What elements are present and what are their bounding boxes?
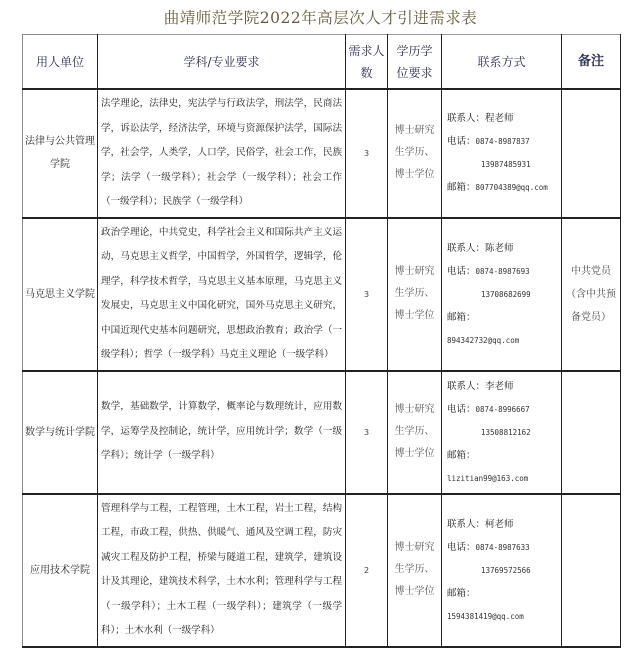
contact-person: 联系人：柯老师 — [447, 518, 514, 530]
header-count: 需求人数 — [346, 35, 388, 90]
email-address: 894342732@qq.com — [447, 335, 520, 345]
degree-cell: 博士研究生学历、博士学位 — [388, 371, 442, 494]
talent-demand-table — [22, 34, 621, 648]
remark-cell — [562, 371, 621, 494]
count-cell: 2 — [346, 494, 388, 647]
table-row — [23, 371, 621, 494]
email-address: 1594381419@qq.com — [447, 611, 524, 621]
unit-cell: 数学与统计学院 — [23, 371, 98, 494]
degree-cell: 博士研究生学历、博士学位 — [388, 218, 442, 371]
majors-cell: 政治学理论，中共党史，科学社会主义和国际共产主义运动，马克思主义哲学，中国哲学，外国哲学，逻辑学，伦理学，科学技术哲学，马克思主义基本原理，马克思主义发展史，马克思主义中国化研究，国外马克思主义研究，中国近现代史基本问题研究，思想政治教育；政治学（一级学科）；哲学（一级学科）马克主义理论（一级学科） — [98, 218, 346, 371]
header-degree: 学历学位要求 — [388, 35, 442, 90]
header-contact: 联系方式 — [442, 35, 562, 90]
majors-cell: 管理科学与工程，工程管理，土木工程，岩土工程，结构工程，市政工程，供热、供暖气、通风及空调工程，防灾减灾工程及防护工程，桥梁与隧道工程，建筑学，建筑设计及其理论，建筑技术科学，土木水利；管理科学与工程（一级学科）；土木工程（一级学科）；建筑学（一级学科）；土木水利（一级学科） — [98, 494, 346, 647]
contact-cell — [442, 371, 562, 494]
remark-cell: 中共党员（含中共预备党员） — [562, 218, 621, 371]
unit-cell: 应用技术学院 — [23, 494, 98, 647]
contact-cell — [442, 89, 562, 218]
phone-1: 0874-8987693 — [475, 266, 530, 276]
unit-cell: 马克思主义学院 — [23, 218, 98, 371]
table-header-row — [23, 35, 621, 90]
majors-cell: 数学，基础数学，计算数学，概率论与数理统计，应用数学，运筹学及控制论，统计学，应用统计学；数学（一级学科）；统计学（一级学科） — [98, 371, 346, 494]
phone-2: 13769572566 — [481, 565, 531, 575]
phone-2: 13708682699 — [481, 289, 531, 299]
table-row — [23, 89, 621, 218]
contact-person: 联系人：李老师 — [447, 380, 514, 392]
contact-phone: 电话：0874-8987633 — [447, 541, 530, 553]
contact-email: 邮箱：807704389@qq.com — [447, 182, 548, 194]
phone-1: 0874-8987837 — [475, 137, 530, 147]
phone-2: 13987485931 — [481, 160, 531, 170]
phone-1: 0874-8987633 — [475, 542, 530, 552]
contact-phone: 电话：0874-8987693 — [447, 265, 530, 277]
count-cell: 3 — [346, 89, 388, 218]
phone-2: 13508812162 — [481, 427, 531, 437]
remark-cell — [562, 494, 621, 647]
phone-1: 0874-8996667 — [475, 404, 530, 414]
count-cell: 3 — [346, 218, 388, 371]
header-remark: 备注 — [562, 35, 621, 90]
contact-person: 联系人：程老师 — [447, 113, 514, 125]
degree-cell: 博士研究生学历、博士学位 — [388, 494, 442, 647]
count-cell: 3 — [346, 371, 388, 494]
email-address: lizitian99@163.com — [447, 473, 529, 483]
header-majors: 学科/专业要求 — [98, 35, 346, 90]
majors-cell: 法学理论，法律史，宪法学与行政法学，刑法学，民商法学，诉讼法学，经济法学，环境与资源保护法学，国际法学，社会学，人类学，人口学，民俗学，社会工作，民族学；法学（一级学科）；社会学（一级学科）；社会工作（一级学科）；民族学（一级学科） — [98, 89, 346, 218]
contact-email-label: 邮箱： — [447, 311, 476, 323]
contact-email-label: 邮箱： — [447, 587, 476, 599]
contact-email-label: 邮箱： — [447, 449, 476, 461]
header-unit: 用人单位 — [23, 35, 98, 90]
contact-phone: 电话：0874-8987837 — [447, 136, 530, 148]
email-address: 807704389@qq.com — [475, 183, 548, 193]
document-title: 曲靖师范学院2022年高层次人才引进需求表 — [163, 9, 478, 27]
unit-cell: 法律与公共管理学院 — [23, 89, 98, 218]
degree-cell: 博士研究生学历、博士学位 — [388, 89, 442, 218]
contact-phone: 电话：0874-8996667 — [447, 403, 530, 415]
contact-cell — [442, 494, 562, 647]
table-row — [23, 218, 621, 371]
table-row — [23, 494, 621, 647]
contact-cell — [442, 218, 562, 371]
contact-person: 联系人：陈老师 — [447, 242, 514, 254]
remark-cell — [562, 89, 621, 218]
